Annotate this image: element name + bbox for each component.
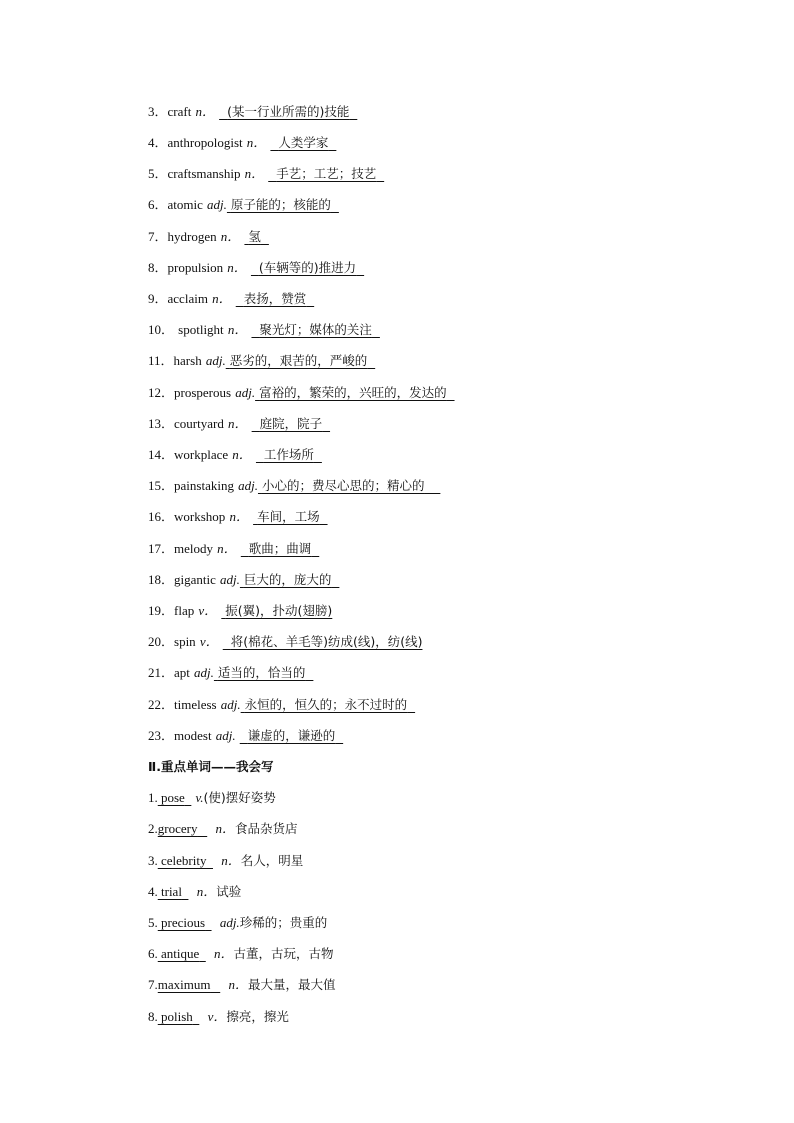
- item-number: 7.: [148, 977, 158, 992]
- item-pos: n．: [246, 135, 267, 150]
- item-word: propulsion: [167, 260, 224, 275]
- item-pos: adj.: [215, 728, 236, 743]
- item-answer: 手艺；工艺；技艺: [276, 166, 377, 181]
- item-pos: n．: [217, 541, 237, 556]
- item-pos: n．: [220, 229, 241, 244]
- item-number: 8.: [148, 1009, 158, 1024]
- write-item: [148, 788, 276, 808]
- item-answer: antique: [161, 946, 200, 961]
- item-pos: adj.: [220, 697, 241, 712]
- item-pos: n．: [232, 447, 252, 462]
- item-meaning: 名人，明星: [240, 853, 304, 868]
- item-number: 15．: [148, 478, 175, 493]
- section-heading: Ⅱ.重点单词——我会写: [148, 759, 274, 774]
- item-number: 5．: [148, 166, 168, 181]
- item-pos: n．: [214, 946, 234, 961]
- item-number: 4.: [148, 884, 158, 899]
- vocab-item: [148, 726, 343, 746]
- item-meaning: 珍稀的；贵重的: [239, 915, 328, 930]
- item-word: apt: [174, 665, 190, 680]
- item-number: 20．: [148, 634, 175, 649]
- item-word: prosperous: [174, 385, 232, 400]
- item-answer: 小心的；费尽心思的；精心的: [261, 478, 425, 493]
- item-word: painstaking: [174, 478, 234, 493]
- item-word: spin: [174, 634, 196, 649]
- item-number: 6.: [148, 946, 158, 961]
- item-pos: n．: [221, 853, 241, 868]
- item-number: 4．: [148, 135, 168, 150]
- vocab-item: [148, 570, 339, 590]
- item-pos: n．: [195, 104, 215, 119]
- item-number: 7．: [148, 229, 168, 244]
- item-number: 13．: [148, 416, 175, 431]
- item-pos: adj.: [207, 197, 227, 212]
- item-pos: v．: [198, 603, 218, 618]
- write-item: [148, 975, 336, 995]
- item-word: timeless: [174, 697, 217, 712]
- item-pos: n．: [227, 260, 247, 275]
- write-item: [148, 819, 298, 839]
- vocab-item: [148, 164, 384, 184]
- item-word: spotlight: [178, 322, 224, 337]
- item-pos: n．: [228, 977, 248, 992]
- item-number: 16．: [148, 509, 175, 524]
- item-word: melody: [174, 541, 214, 556]
- item-answer: (车辆等的)推进力: [258, 260, 357, 275]
- item-answer: 振(翼)，扑动(翅膀): [225, 603, 333, 618]
- vocab-item: [148, 133, 336, 153]
- item-meaning: 擦亮，擦光: [226, 1009, 289, 1024]
- item-answer: 恶劣的，艰苦的，严峻的: [229, 353, 368, 368]
- item-word: craftsmanship: [167, 166, 241, 181]
- item-word: craft: [167, 104, 192, 119]
- item-number: 3.: [148, 853, 158, 868]
- vocab-item: [148, 539, 319, 559]
- item-word: atomic: [167, 197, 203, 212]
- item-word: modest: [174, 728, 212, 743]
- vocab-item: [148, 258, 364, 278]
- item-meaning: 试验: [216, 884, 242, 899]
- vocab-item: [148, 414, 330, 434]
- write-item: [148, 851, 303, 871]
- item-meaning: 食品杂货店: [234, 821, 298, 836]
- vocab-item: [148, 383, 455, 403]
- item-answer: pose: [161, 790, 185, 805]
- item-pos: adj.: [220, 572, 240, 587]
- item-meaning: 古董，古玩，古物: [233, 946, 334, 961]
- item-number: 14．: [148, 447, 175, 462]
- item-pos: n．: [229, 509, 249, 524]
- item-answer: trial: [161, 884, 182, 899]
- item-number: 8．: [148, 260, 168, 275]
- vocab-item: [148, 507, 328, 527]
- item-answer: 将(棉花、羊毛等)纺成(线)，纺(线): [230, 634, 423, 649]
- write-item: [148, 1007, 289, 1027]
- item-answer: 车间，工场: [257, 509, 320, 524]
- write-item: [148, 944, 334, 964]
- item-answer: 适当的，恰当的: [217, 665, 306, 680]
- vocab-item: [148, 351, 375, 371]
- item-answer: 聚光灯；媒体的关注: [259, 322, 372, 337]
- item-pos: v．: [199, 634, 219, 649]
- vocab-item: [148, 663, 313, 683]
- item-number: 10．: [148, 322, 175, 337]
- item-answer: 氢: [248, 229, 261, 244]
- item-answer: (某一行业所需的)技能: [227, 104, 350, 119]
- item-number: 18．: [148, 572, 175, 587]
- vocab-item: [148, 445, 322, 465]
- item-pos: adj.: [205, 353, 226, 368]
- vocab-item: [148, 227, 269, 247]
- item-answer: 原子能的；核能的: [230, 197, 331, 212]
- item-number: 23．: [148, 728, 175, 743]
- vocab-item: [148, 195, 339, 215]
- item-number: 5.: [148, 915, 158, 930]
- item-meaning: (使)摆好姿势: [203, 790, 276, 805]
- item-word: gigantic: [174, 572, 216, 587]
- write-item: [148, 913, 327, 933]
- vocab-item: [148, 320, 380, 340]
- item-pos: n．: [212, 291, 232, 306]
- item-word: harsh: [173, 353, 202, 368]
- item-word: hydrogen: [167, 229, 217, 244]
- item-answer: 谦虚的，谦逊的: [247, 728, 336, 743]
- item-word: acclaim: [167, 291, 208, 306]
- item-number: 9．: [148, 291, 168, 306]
- item-number: 11．: [148, 353, 174, 368]
- write-item: [148, 882, 241, 902]
- item-answer: 人类学家: [278, 135, 329, 150]
- item-answer: 巨大的，庞大的: [243, 572, 332, 587]
- item-number: 22．: [148, 697, 175, 712]
- vocab-item: [148, 632, 422, 652]
- vocab-item: [148, 695, 415, 715]
- item-answer: 永恒的，恒久的；永不过时的: [244, 697, 408, 712]
- item-answer: polish: [161, 1009, 193, 1024]
- item-meaning: 最大量，最大值: [248, 977, 336, 992]
- item-pos: n．: [227, 416, 248, 431]
- vocab-item: [148, 601, 332, 621]
- vocab-item: [148, 289, 314, 309]
- item-answer: 表扬，赞赏: [243, 291, 307, 306]
- item-answer: celebrity: [161, 853, 207, 868]
- item-answer: 庭院，院子: [259, 416, 323, 431]
- item-answer: 工作场所: [263, 447, 314, 462]
- item-word: workshop: [174, 509, 226, 524]
- item-pos: n．: [196, 884, 217, 899]
- item-pos: n．: [215, 821, 235, 836]
- item-number: 1.: [148, 790, 158, 805]
- item-number: 19．: [148, 603, 175, 618]
- vocab-item: [148, 102, 357, 122]
- item-number: 12．: [148, 385, 175, 400]
- item-number: 21．: [148, 665, 175, 680]
- item-pos: adj.: [238, 478, 258, 493]
- item-number: 3．: [148, 104, 168, 119]
- vocab-item: [148, 476, 440, 496]
- item-answer: 富裕的，繁荣的，兴旺的，发达的: [259, 385, 447, 400]
- item-answer: precious: [161, 915, 206, 930]
- item-pos: adj.: [194, 665, 214, 680]
- item-pos: n．: [244, 166, 265, 181]
- item-pos: v.: [195, 790, 204, 805]
- item-number: 17．: [148, 541, 175, 556]
- item-answer: 歌曲；曲调: [248, 541, 312, 556]
- item-word: flap: [174, 603, 195, 618]
- item-answer: grocery: [157, 821, 198, 836]
- item-word: courtyard: [174, 416, 224, 431]
- item-word: workplace: [174, 447, 229, 462]
- item-number: 6．: [148, 197, 168, 212]
- item-pos: adj.: [219, 915, 240, 930]
- item-pos: n．: [227, 322, 248, 337]
- item-answer: maximum: [157, 977, 211, 992]
- item-pos: v．: [207, 1009, 227, 1024]
- item-number: 2.: [148, 821, 158, 836]
- item-word: anthropologist: [167, 135, 243, 150]
- item-pos: adj.: [235, 385, 256, 400]
